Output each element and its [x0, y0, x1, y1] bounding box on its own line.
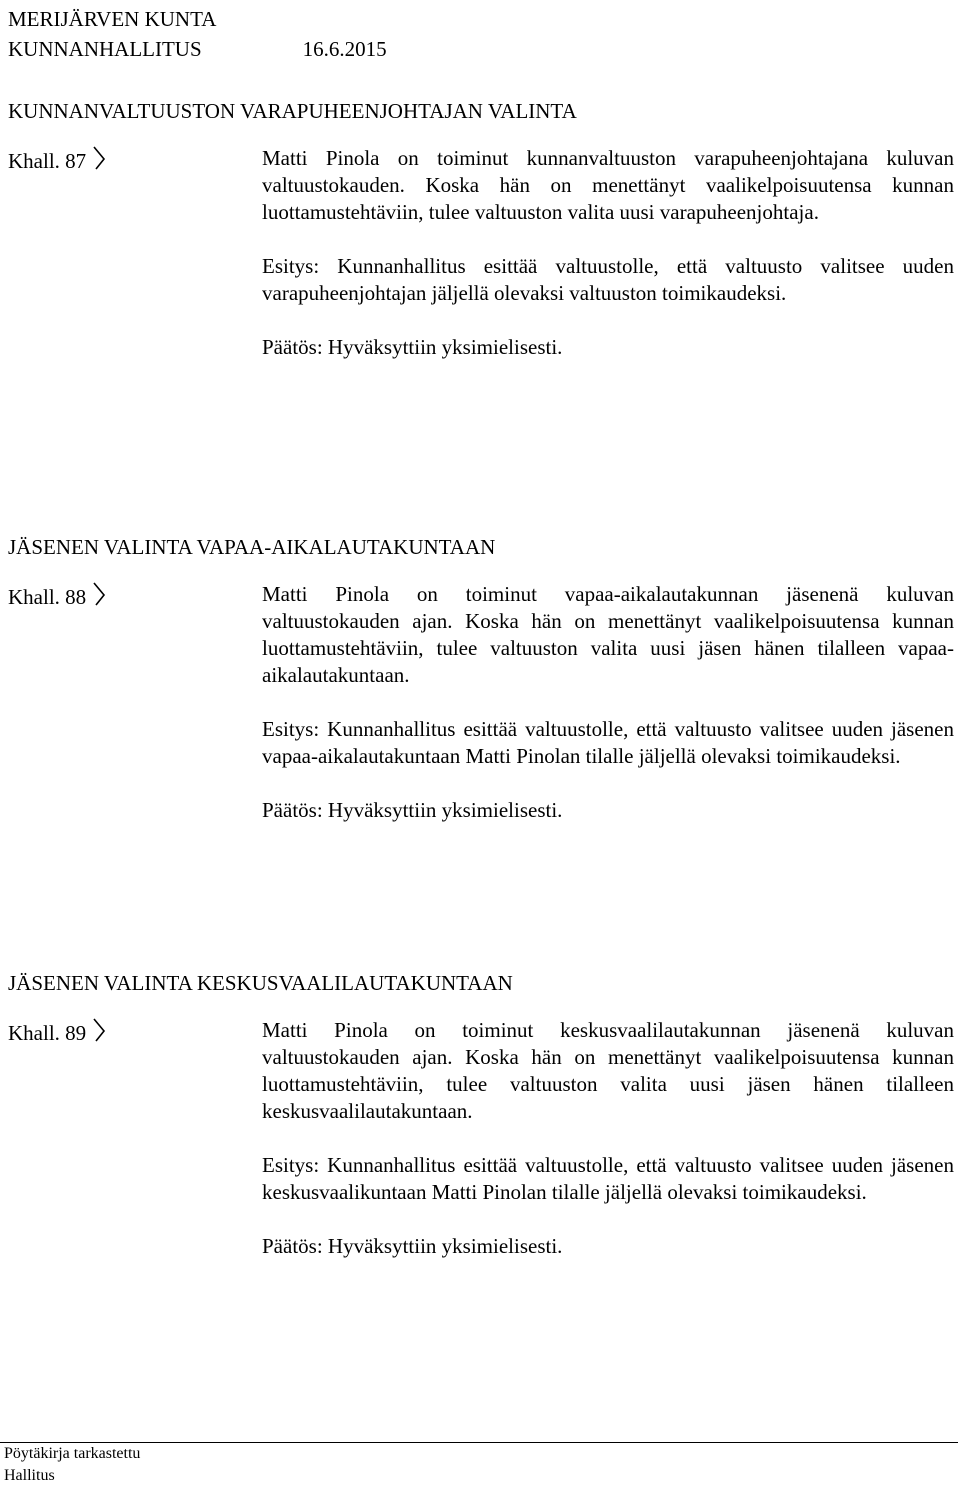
item-body — [262, 1017, 954, 1260]
item-label: Khall. 89 — [8, 1021, 87, 1045]
meeting-date: 16.6.2015 — [302, 37, 387, 61]
decision-text: Päätös: Hyväksyttiin yksimielisesti. — [262, 335, 563, 359]
item-description: Matti Pinola on toiminut vapaa-aikalautakunnan jäsenenä kuluvan valtuustokauden ajan. Koska hän on menettänyt vaalikelpoisuutensa kunnan luottamustehtäviin, tulee valtuuston valita uusi jäsen hänen tilalleen vapaa-aikalautakuntaan. — [262, 582, 954, 687]
item-number — [8, 1017, 248, 1047]
section-khall-88 — [8, 533, 954, 824]
item-description: Matti Pinola on toiminut keskusvaalilautakunnan jäsenenä kuluvan valtuustokauden ajan. Koska hän on menettänyt vaalikelpoisuutensa kunnan luottamustehtäviin, tulee valtuuston valita uusi jäsen hänen tilalleen keskusvaalilautakuntaan. — [262, 1018, 954, 1123]
agenda-item — [8, 145, 954, 361]
header-body-date — [8, 34, 387, 64]
section-sign-icon — [92, 145, 106, 171]
item-label: Khall. 87 — [8, 149, 87, 173]
municipality-name: MERIJÄRVEN KUNTA — [8, 7, 217, 31]
item-body — [262, 145, 954, 361]
page-header — [8, 4, 387, 64]
section-title: JÄSENEN VALINTA KESKUSVAALILAUTAKUNTAAN — [8, 971, 513, 995]
agenda-item — [8, 1017, 954, 1260]
item-number — [8, 145, 248, 175]
item-body — [262, 581, 954, 824]
section-title: JÄSENEN VALINTA VAPAA-AIKALAUTAKUNTAAN — [8, 535, 496, 559]
section-khall-87 — [8, 97, 954, 361]
section-khall-89 — [8, 969, 954, 1260]
proposal-text: Esitys: Kunnanhallitus esittää valtuustolle, että valtuusto valitsee uuden jäsenen vapaa-aikalautakuntaan Matti Pinolan tilalle jäljellä olevaksi toimikaudeksi. — [262, 717, 954, 768]
page-footer — [0, 1442, 958, 1487]
agenda-item — [8, 581, 954, 824]
governing-body: KUNNANHALLITUS — [8, 37, 202, 61]
proposal-text: Esitys: Kunnanhallitus esittää valtuustolle, että valtuusto valitsee uuden varapuheenjohtajan jäljellä olevaksi valtuuston toimikaudeksi. — [262, 254, 954, 305]
section-title: KUNNANVALTUUSTON VARAPUHEENJOHTAJAN VALINTA — [8, 99, 577, 123]
item-label: Khall. 88 — [8, 585, 87, 609]
item-number — [8, 581, 248, 611]
decision-text: Päätös: Hyväksyttiin yksimielisesti. — [262, 798, 563, 822]
decision-text: Päätös: Hyväksyttiin yksimielisesti. — [262, 1234, 563, 1258]
footer-signoff-body: Hallitus — [4, 1467, 55, 1484]
proposal-text: Esitys: Kunnanhallitus esittää valtuustolle, että valtuusto valitsee uuden jäsenen keskusvaalikuntaan Matti Pinolan tilalle jäljellä olevaksi toimikaudeksi. — [262, 1153, 954, 1204]
footer-signoff-label: Pöytäkirja tarkastettu — [4, 1445, 141, 1462]
section-sign-icon — [92, 581, 106, 607]
section-sign-icon — [92, 1017, 106, 1043]
item-description: Matti Pinola on toiminut kunnanvaltuuston varapuheenjohtajana kuluvan valtuustokauden. Koska hän on menettänyt vaalikelpoisuutensa kunnan luottamustehtäviin, tulee valtuuston valita uusi varapuheenjohtaja. — [262, 146, 954, 224]
